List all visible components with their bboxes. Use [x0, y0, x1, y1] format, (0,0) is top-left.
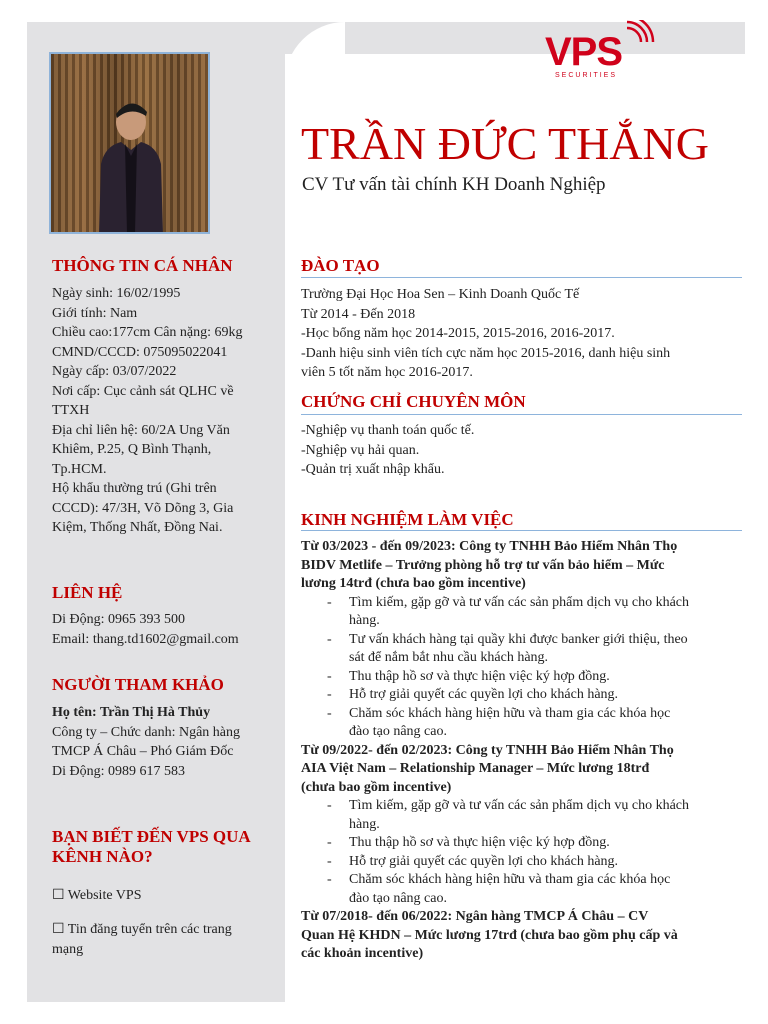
education-line: Trường Đại Học Hoa Sen – Kinh Doanh Quốc Tế [301, 287, 580, 302]
phone-line: Di Động: 0965 393 500 [52, 612, 185, 627]
personal-line: Nơi cấp: Cục cảnh sát QLHC về [52, 383, 234, 399]
education-line: -Học bổng năm học 2014-2015, 2015-2016, 2016-2017. [301, 326, 615, 341]
reference-line: Di Động: 0989 617 583 [52, 763, 185, 779]
section-divider [301, 414, 742, 415]
section-title-channel: BẠN BIẾT ĐẾN VPS QUA KÊNH NÀO? [52, 827, 251, 866]
job-header: lương 14trđ (chưa bao gồm incentive) [301, 576, 526, 591]
job-header: BIDV Metlife – Trưởng phòng hỗ trợ tư vấn bảo hiểm – Mức [301, 557, 665, 573]
education-info [301, 285, 670, 383]
cert-line: -Nghiệp vụ thanh toán quốc tế. [301, 423, 475, 438]
reference-line: TMCP Á Châu – Phó Giám Đốc [52, 744, 234, 759]
vps-logo: VPS SECURITIES [545, 20, 665, 80]
header-band [285, 22, 745, 54]
personal-line: Chiều cao:177cm Cân nặng: 69kg [52, 325, 243, 340]
duty-item: - Chăm sóc khách hàng hiện hữu và tham gia các khóa học đào tạo nâng cao. [301, 705, 741, 742]
cert-line: -Quản trị xuất nhập khẩu. [301, 462, 445, 477]
personal-line: Địa chỉ liên hệ: 60/2A Ung Văn [52, 422, 230, 438]
section-title-personal: THÔNG TIN CÁ NHÂN [52, 256, 233, 275]
education-line: viên 5 tốt năm học 2016-2017. [301, 365, 473, 380]
personal-line: Giới tính: Nam [52, 305, 138, 321]
personal-info [52, 284, 243, 538]
cert-line: -Nghiệp vụ hải quan. [301, 442, 420, 458]
section-title-experience: KINH NGHIỆM LÀM VIỆC [301, 510, 514, 529]
experience-list [301, 538, 741, 964]
channel-option-job-sites[interactable]: ☐ Tin đăng tuyển trên các trang mạng [52, 922, 232, 957]
channel-option-website[interactable]: ☐ Website VPS [52, 888, 142, 903]
job-header: Từ 09/2022- đến 02/2023: Công ty TNHH Bảo Hiểm Nhân Thọ [301, 742, 674, 758]
section-title-certs: CHỨNG CHỈ CHUYÊN MÔN [301, 392, 526, 411]
duty-item: - Tìm kiếm, gặp gỡ và tư vấn các sản phẩm dịch vụ cho khách hàng. [301, 594, 741, 631]
job-header: (chưa bao gồm incentive) [301, 779, 452, 795]
job-header: AIA Việt Nam – Relationship Manager – Mức lương 18trđ [301, 761, 650, 776]
certs-info [301, 421, 474, 480]
duty-item: - Thu thập hồ sơ và thực hiện việc ký hợp đồng. [301, 834, 741, 853]
education-line: Từ 2014 - Đến 2018 [301, 306, 416, 322]
personal-line: Hộ khẩu thường trú (Ghi trên [52, 481, 217, 496]
duty-item: - Thu thập hồ sơ và thực hiện việc ký hợp đồng. [301, 668, 741, 687]
section-title-education: ĐÀO TẠO [301, 256, 380, 275]
job-header: các khoản incentive) [301, 946, 424, 961]
email-line: Email: thang.td1602@gmail.com [52, 631, 239, 647]
duty-item: - Hỗ trợ giải quyết các quyền lợi cho khách hàng. [301, 853, 741, 872]
section-title-reference: NGƯỜI THAM KHẢO [52, 675, 224, 694]
personal-line: Kiệm, Thống Nhất, Đồng Nai. [52, 520, 223, 535]
duty-item: - Hỗ trợ giải quyết các quyền lợi cho khách hàng. [301, 686, 741, 705]
personal-line: Khiêm, P.25, Q Bình Thạnh, [52, 442, 212, 457]
job-header: Quan Hệ KHDN – Mức lương 17trđ (chưa bao gồm phụ cấp và [301, 927, 678, 943]
job-duties [301, 797, 741, 908]
personal-line: Ngày sinh: 16/02/1995 [52, 286, 181, 301]
signal-icon [623, 20, 663, 60]
contact-info [52, 610, 239, 649]
profile-photo [49, 52, 210, 234]
reference-name: Họ tên: Trần Thị Hà Thủy [52, 705, 211, 720]
education-line: -Danh hiệu sinh viên tích cực năm học 2015-2016, danh hiệu sinh [301, 345, 671, 361]
reference-info [52, 703, 240, 781]
personal-line: Tp.HCM. [52, 461, 107, 477]
cv-subtitle: CV Tư vấn tài chính KH Doanh Nghiệp [302, 174, 606, 195]
job-header: Từ 07/2018- đến 06/2022: Ngân hàng TMCP Á Châu – CV [301, 909, 649, 924]
section-divider [301, 530, 742, 531]
duty-item: - Tìm kiếm, gặp gỡ và tư vấn các sản phẩm dịch vụ cho khách hàng. [301, 797, 741, 834]
duty-item: - Tư vấn khách hàng tại quầy khi được banker giới thiệu, theo sát để nắm bắt nhu cầu khách hàng. [301, 631, 741, 668]
personal-line: TTXH [52, 403, 90, 418]
duty-item: - Chăm sóc khách hàng hiện hữu và tham gia các khóa học đào tạo nâng cao. [301, 871, 741, 908]
section-title-contact: LIÊN HỆ [52, 583, 123, 602]
candidate-name: TRẦN ĐỨC THẮNG [301, 118, 709, 169]
reference-line: Công ty – Chức danh: Ngân hàng [52, 724, 241, 740]
personal-line: CCCD): 47/3H, Võ Dõng 3, Gia [52, 500, 234, 516]
section-divider [301, 277, 742, 278]
personal-line: Ngày cấp: 03/07/2022 [52, 364, 177, 379]
personal-line: CMND/CCCD: 075095022041 [52, 344, 228, 360]
person-silhouette [91, 94, 171, 234]
job-duties [301, 594, 741, 742]
job-header: Từ 03/2023 - đến 09/2023: Công ty TNHH Bảo Hiểm Nhân Thọ [301, 539, 678, 554]
